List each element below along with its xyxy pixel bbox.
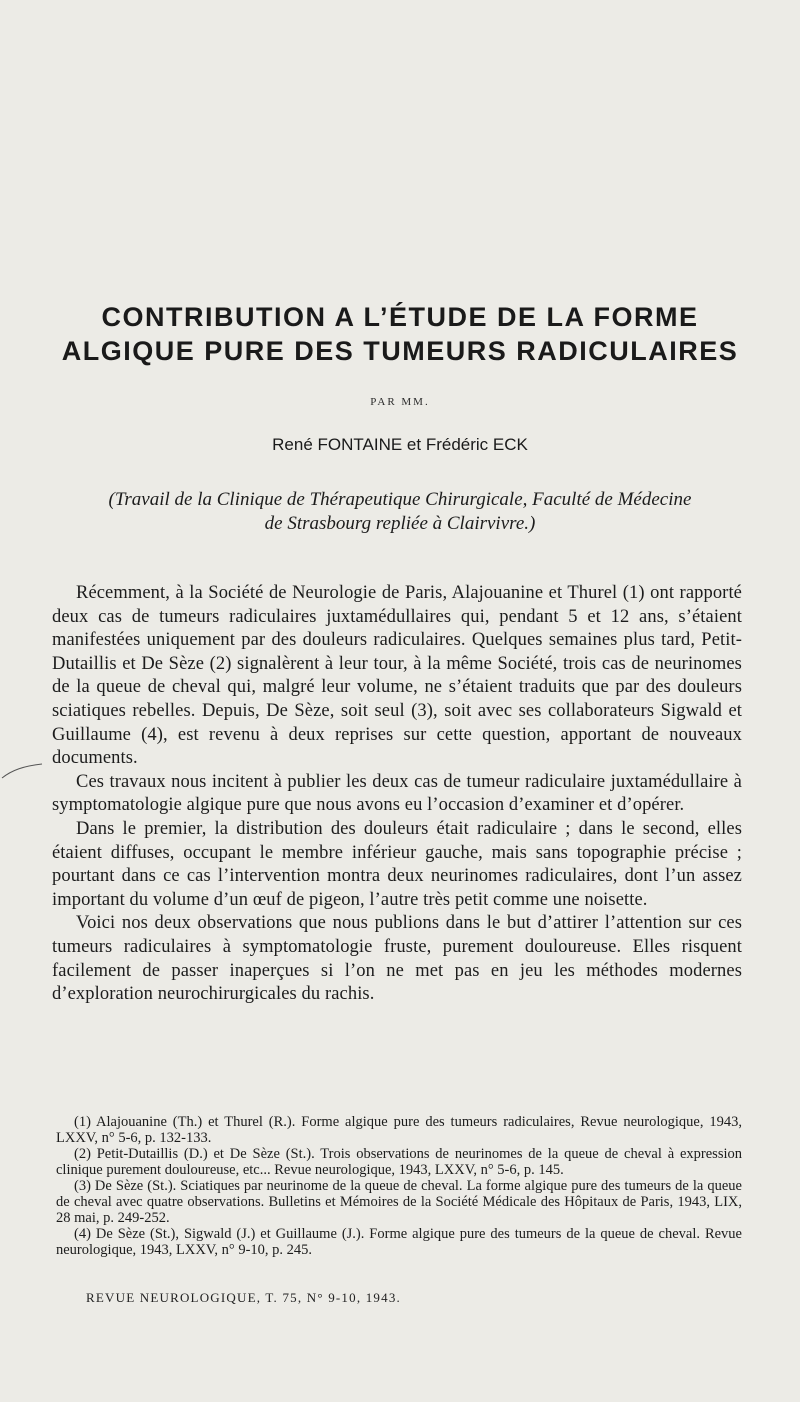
authors: René FONTAINE et Frédéric ECK	[272, 435, 528, 454]
title-line-2: ALGIQUE PURE DES TUMEURS RADICULAIRES	[61, 336, 739, 366]
paragraph: Dans le premier, la distribution des douleurs était radiculaire ; dans le second, elles étaient diffuses, occupant le membre inférieur gauche, mais sans topographie précise ; pourtant dans ce cas l’intervention montra deux neurinomes radiculaires, dont l’un assez important du volume d’un œuf de pigeon, l’autre très petit comme une noisette.	[52, 818, 742, 910]
footnotes	[56, 1114, 742, 1258]
byline-prefix: PAR MM.	[370, 396, 430, 408]
affiliation-line-1: (Travail de la Clinique de Thérapeutique Chirurgicale, Faculté de Médecine	[108, 489, 692, 510]
article-body	[52, 582, 742, 1007]
article-title	[40, 300, 760, 368]
affiliation	[40, 488, 760, 536]
margin-pencil-mark	[0, 760, 44, 780]
paragraph: Récemment, à la Société de Neurologie de Paris, Alajouanine et Thurel (1) ont rapporté deux cas de tumeurs radiculaires juxtamédullaires qui, pendant 5 et 12 ans, s’étaient manifestées uniquement par des douleurs radiculaires. Quelques semaines plus tard, Petit-Dutaillis et De Sèze (2) signalèrent à leur tour, à la même Société, trois cas de neurinomes de la queue de cheval qui, malgré leur volume, ne s’étaient traduits que par des douleurs sciatiques rebelles. Depuis, De Sèze, soit seul (3), soit avec ses collaborateurs Sigwald et Guillaume (4), est revenu à deux reprises sur cette question, apportant de nouveaux documents.	[52, 583, 742, 769]
paragraph: Ces travaux nous incitent à publier les deux cas de tumeur radiculaire juxtamédullaire à symptomatologie algique pure que nous avons eu l’occasion d’examiner et d’opérer.	[52, 771, 742, 816]
affiliation-line-2: de Strasbourg repliée à Clairvivre.)	[264, 513, 536, 534]
footnote: (4) De Sèze (St.), Sigwald (J.) et Guillaume (J.). Forme algique pure des tumeurs de la queue de cheval. Revue neurologique, 1943, LXXV, n° 9-10, p. 245.	[56, 1226, 742, 1258]
title-line-1: CONTRIBUTION A L’ÉTUDE DE LA FORME	[101, 302, 699, 332]
footnote: (2) Petit-Dutaillis (D.) et De Sèze (St.). Trois observations de neurinomes de la queue de cheval à expression clinique purement douloureuse, etc... Revue neurologique, 1943, LXXV, n° 5-6, p. 145.	[56, 1146, 742, 1178]
footnote: (3) De Sèze (St.). Sciatiques par neurinome de la queue de cheval. La forme algique pure des tumeurs de la queue de cheval avec quatre observations. Bulletins et Mémoires de la Société Médicale des Hôpitaux de Paris, 1943, LIX, 28 mai, p. 249-252.	[56, 1178, 742, 1226]
footnote: (1) Alajouanine (Th.) et Thurel (R.). Forme algique pure des tumeurs radiculaires, Revue neurologique, 1943, LXXV, n° 5-6, p. 132-133.	[56, 1114, 742, 1146]
journal-footer: REVUE NEUROLOGIQUE, T. 75, N° 9-10, 1943.	[86, 1290, 401, 1305]
paragraph: Voici nos deux observations que nous publions dans le but d’attirer l’attention sur ces tumeurs radiculaires à symptomatologie fruste, purement douloureuse. Elles risquent facilement de passer inaperçues si l’on ne met pas en jeu les méthodes modernes d’exploration neurochirurgicales du rachis.	[52, 913, 742, 1005]
